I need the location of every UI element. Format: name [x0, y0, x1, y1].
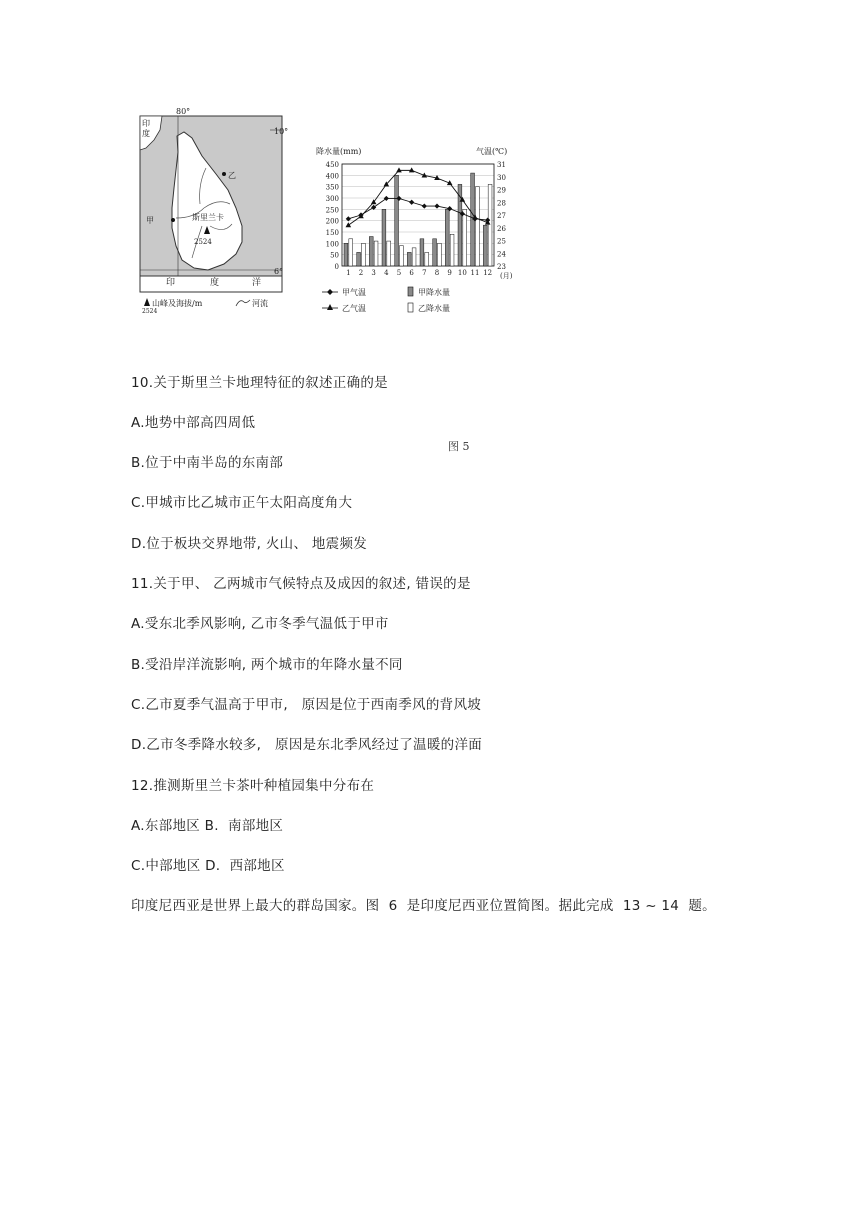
- bar-b-precip: [488, 184, 492, 266]
- y-left-tick-label: 250: [325, 206, 339, 215]
- y-left-tick-label: 0: [334, 263, 339, 271]
- y-right-tick-label: 28: [497, 199, 506, 208]
- y-right-tick-label: 26: [497, 224, 506, 233]
- x-tick-label: 7: [422, 269, 427, 277]
- bar-b-precip: [400, 246, 404, 266]
- y-right-tick-label: 24: [497, 250, 506, 259]
- india-label-1: 印: [142, 119, 150, 128]
- bar-a-precip: [433, 239, 437, 266]
- ocean-label-3: 洋: [252, 278, 262, 288]
- x-unit-label: (月): [500, 272, 513, 280]
- x-tick-label: 6: [409, 269, 414, 277]
- ocean-label-1: 印: [166, 278, 176, 288]
- legend-diamond-icon: [327, 289, 333, 295]
- x-tick-label: 2: [358, 269, 364, 277]
- legend-peak-icon: [144, 298, 150, 306]
- legend-gray-bar-icon: [408, 287, 413, 296]
- bar-a-precip: [395, 175, 399, 266]
- legend-b-precip: 乙降水量: [418, 304, 450, 313]
- city-b-label: 乙: [228, 171, 236, 180]
- question-10-stem: 10.关于斯里兰卡地理特征的叙述正确的是: [131, 375, 388, 391]
- bar-a-precip: [344, 243, 348, 266]
- legend-white-bar-icon: [408, 303, 413, 312]
- y-right-tick-label: 29: [497, 186, 506, 195]
- point-a-temp: [422, 203, 427, 208]
- legend-b-temp: 乙气温: [342, 304, 366, 313]
- bar-b-precip: [387, 241, 391, 266]
- point-b-temp: [346, 222, 352, 227]
- question-12-options-cd: C.中部地区 D. 西部地区: [131, 858, 285, 874]
- y-right-tick-label: 30: [497, 173, 506, 182]
- question-11-option-a: A.受东北季风影响, 乙市冬季气温低于甲市: [131, 616, 389, 632]
- question-11-option-d: D.乙市冬季降水较多, 原因是东北季风经过了温暖的洋面: [131, 737, 483, 753]
- x-tick-label: 10: [457, 269, 467, 277]
- peak-label: 2524: [194, 238, 212, 246]
- x-tick-label: 3: [371, 269, 376, 277]
- legend-river-label: 河流: [252, 299, 268, 308]
- point-a-temp: [409, 200, 414, 205]
- x-tick-label: 4: [384, 269, 389, 277]
- left-axis-label: 降水量(mm): [316, 147, 362, 156]
- legend-a-precip: 甲降水量: [418, 288, 450, 297]
- bar-a-precip: [407, 252, 411, 266]
- bar-b-precip: [476, 187, 480, 266]
- intro-13-14: 印度尼西亚是世界上最大的群岛国家。图 6 是印度尼西亚位置简图。据此完成 13 ~ 14 题。: [131, 898, 716, 914]
- city-a-label: 甲: [146, 216, 154, 225]
- legend-triangle-icon: [327, 304, 333, 310]
- y-left-tick-label: 450: [325, 161, 339, 169]
- climate-chart: [308, 144, 520, 320]
- point-b-temp: [409, 167, 415, 172]
- lat-bottom-label: 6°: [274, 267, 284, 276]
- legend-river-icon: [236, 300, 250, 306]
- question-10-option-d: D.位于板块交界地带, 火山、 地震频发: [131, 536, 368, 552]
- india-label-2: 度: [142, 129, 150, 138]
- question-10-option-a: A.地势中部高四周低: [131, 415, 256, 431]
- lon-label: 80°: [176, 108, 191, 116]
- bar-b-precip: [412, 248, 416, 266]
- question-10-option-b: B.位于中南半岛的东南部: [131, 455, 284, 471]
- x-tick-label: 8: [434, 269, 440, 277]
- bar-b-precip: [450, 234, 454, 266]
- y-left-tick-label: 350: [325, 183, 339, 192]
- y-left-tick-label: 50: [330, 251, 339, 260]
- chart-legend: [322, 287, 450, 313]
- y-right-tick-label: 23: [497, 263, 506, 271]
- y-right-tick-label: 27: [497, 212, 506, 220]
- city-b-marker: [222, 172, 226, 176]
- bar-a-precip: [357, 252, 361, 266]
- question-11-stem: 11.关于甲、 乙两城市气候特点及成因的叙述, 错误的是: [131, 576, 471, 592]
- bar-b-precip: [425, 252, 429, 266]
- point-b-temp: [396, 167, 402, 172]
- bar-b-precip: [362, 243, 366, 266]
- y-left-tick-label: 100: [325, 240, 339, 249]
- legend-peak-value: 2524: [142, 308, 158, 315]
- ocean-label-2: 度: [210, 278, 220, 288]
- bar-b-precip: [438, 243, 442, 266]
- y-left-tick-label: 150: [325, 229, 339, 237]
- bar-a-precip: [420, 239, 424, 266]
- question-11-option-c: C.乙市夏季气温高于甲市, 原因是位于西南季风的背风坡: [131, 697, 482, 713]
- x-tick-label: 12: [483, 269, 493, 277]
- bar-a-precip: [382, 209, 386, 266]
- x-tick-label: 5: [396, 269, 402, 277]
- sri-lanka-map: [132, 108, 302, 318]
- country-label: 斯里兰卡: [192, 213, 224, 222]
- legend-a-temp: 甲气温: [342, 288, 366, 297]
- x-tick-label: 11: [470, 269, 480, 277]
- y-right-tick-label: 31: [497, 161, 506, 169]
- x-tick-label: 1: [346, 269, 351, 277]
- x-tick-label: 9: [447, 269, 452, 277]
- legend-peak-label: 山峰及海拔/m: [152, 299, 203, 308]
- y-left-tick-label: 300: [325, 195, 339, 203]
- figure-caption: 图 5: [448, 440, 470, 453]
- question-10-option-c: C.甲城市比乙城市正午太阳高度角大: [131, 495, 353, 511]
- bar-b-precip: [463, 209, 467, 266]
- lat-top-label: 10°: [274, 127, 289, 136]
- right-axis-label: 气温(℃): [476, 147, 508, 156]
- city-a-marker: [171, 218, 175, 222]
- bar-a-precip: [369, 237, 373, 266]
- y-left-tick-label: 200: [325, 217, 339, 226]
- question-12-options-ab: A.东部地区 B. 南部地区: [131, 818, 284, 834]
- y-left-tick-label: 400: [325, 172, 339, 181]
- bar-b-precip: [349, 239, 353, 266]
- y-right-tick-label: 25: [497, 237, 506, 246]
- point-a-temp: [434, 203, 439, 208]
- bar-b-precip: [374, 241, 378, 266]
- bar-a-precip: [483, 225, 487, 266]
- bar-a-precip: [445, 209, 449, 266]
- question-12-stem: 12.推测斯里兰卡茶叶种植园集中分布在: [131, 778, 375, 794]
- question-11-option-b: B.受沿岸洋流影响, 两个城市的年降水量不同: [131, 657, 403, 673]
